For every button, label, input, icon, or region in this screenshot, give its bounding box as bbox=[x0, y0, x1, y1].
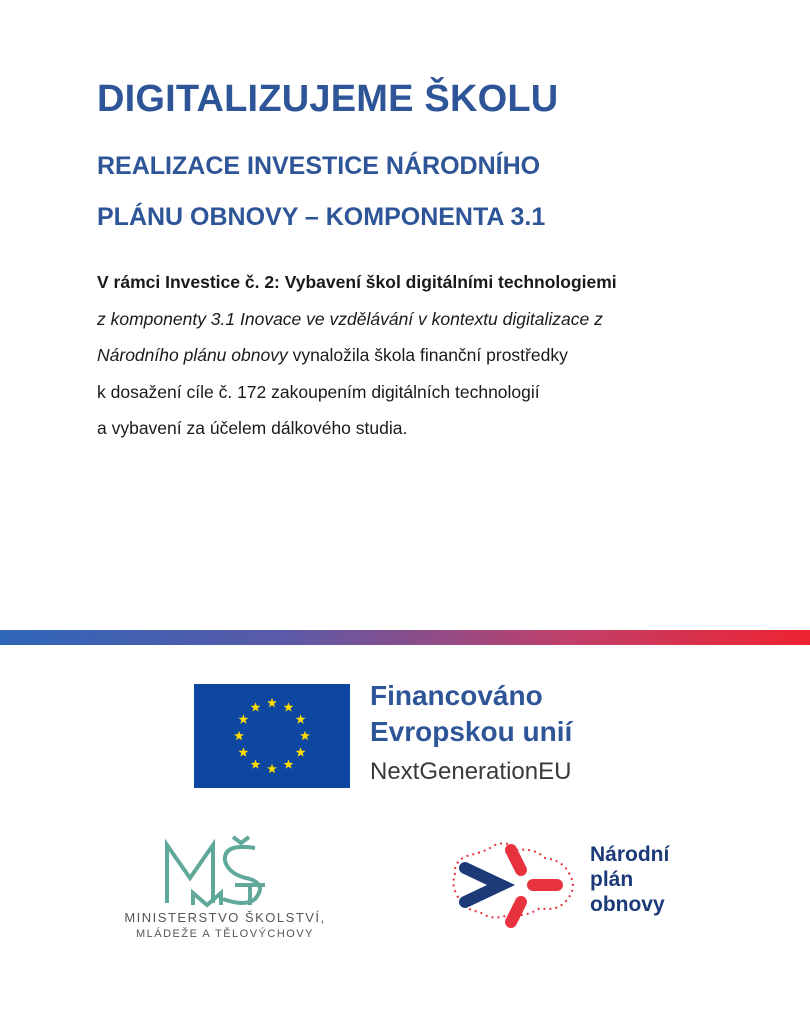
npo-logo-icon bbox=[445, 830, 585, 940]
eu-text-line2: Evropskou unií bbox=[370, 716, 573, 747]
msmt-name-line2: MLÁDEŽE A TĚLOVÝCHOVY bbox=[135, 928, 314, 940]
body-line-2: z komponenty 3.1 Inovace ve vzdělávání v kontextu digitalizace z bbox=[97, 308, 603, 329]
page-subtitle-line1: REALIZACE INVESTICE NÁRODNÍHO bbox=[97, 152, 541, 180]
body-line-4: k dosažení cíle č. 172 zakoupením digitálních technologií bbox=[97, 381, 540, 402]
body-line-3-italic: Národního plánu obnovy bbox=[97, 345, 288, 365]
msmt-name-line1: MINISTERSTVO ŠKOLSTVÍ, bbox=[124, 910, 326, 925]
npo-text-line3: obnovy bbox=[590, 893, 665, 916]
page-title: DIGITALIZUJEME ŠKOLU bbox=[97, 78, 559, 120]
npo-text-line2: plán bbox=[590, 868, 634, 891]
npo-text-line1: Národní bbox=[590, 843, 670, 866]
npo-text bbox=[590, 842, 669, 917]
body-line-3-rest: vynaložila škola finanční prostředky bbox=[287, 345, 568, 365]
eu-flag-icon bbox=[194, 684, 350, 788]
eu-text-line1: Financováno bbox=[370, 680, 543, 711]
body-line-5: a vybavení za účelem dálkového studia. bbox=[97, 418, 408, 438]
eu-text-line3: NextGenerationEU bbox=[370, 758, 572, 785]
body-line-3 bbox=[97, 337, 777, 374]
gradient-divider bbox=[0, 630, 810, 645]
page-subtitle-line2: PLÁNU OBNOVY – KOMPONENTA 3.1 bbox=[97, 203, 546, 231]
eu-funding-text bbox=[370, 678, 572, 790]
body-line-1: V rámci Investice č. 2: Vybavení škol digitálními technologiemi bbox=[97, 272, 617, 292]
body-paragraph bbox=[97, 264, 777, 447]
